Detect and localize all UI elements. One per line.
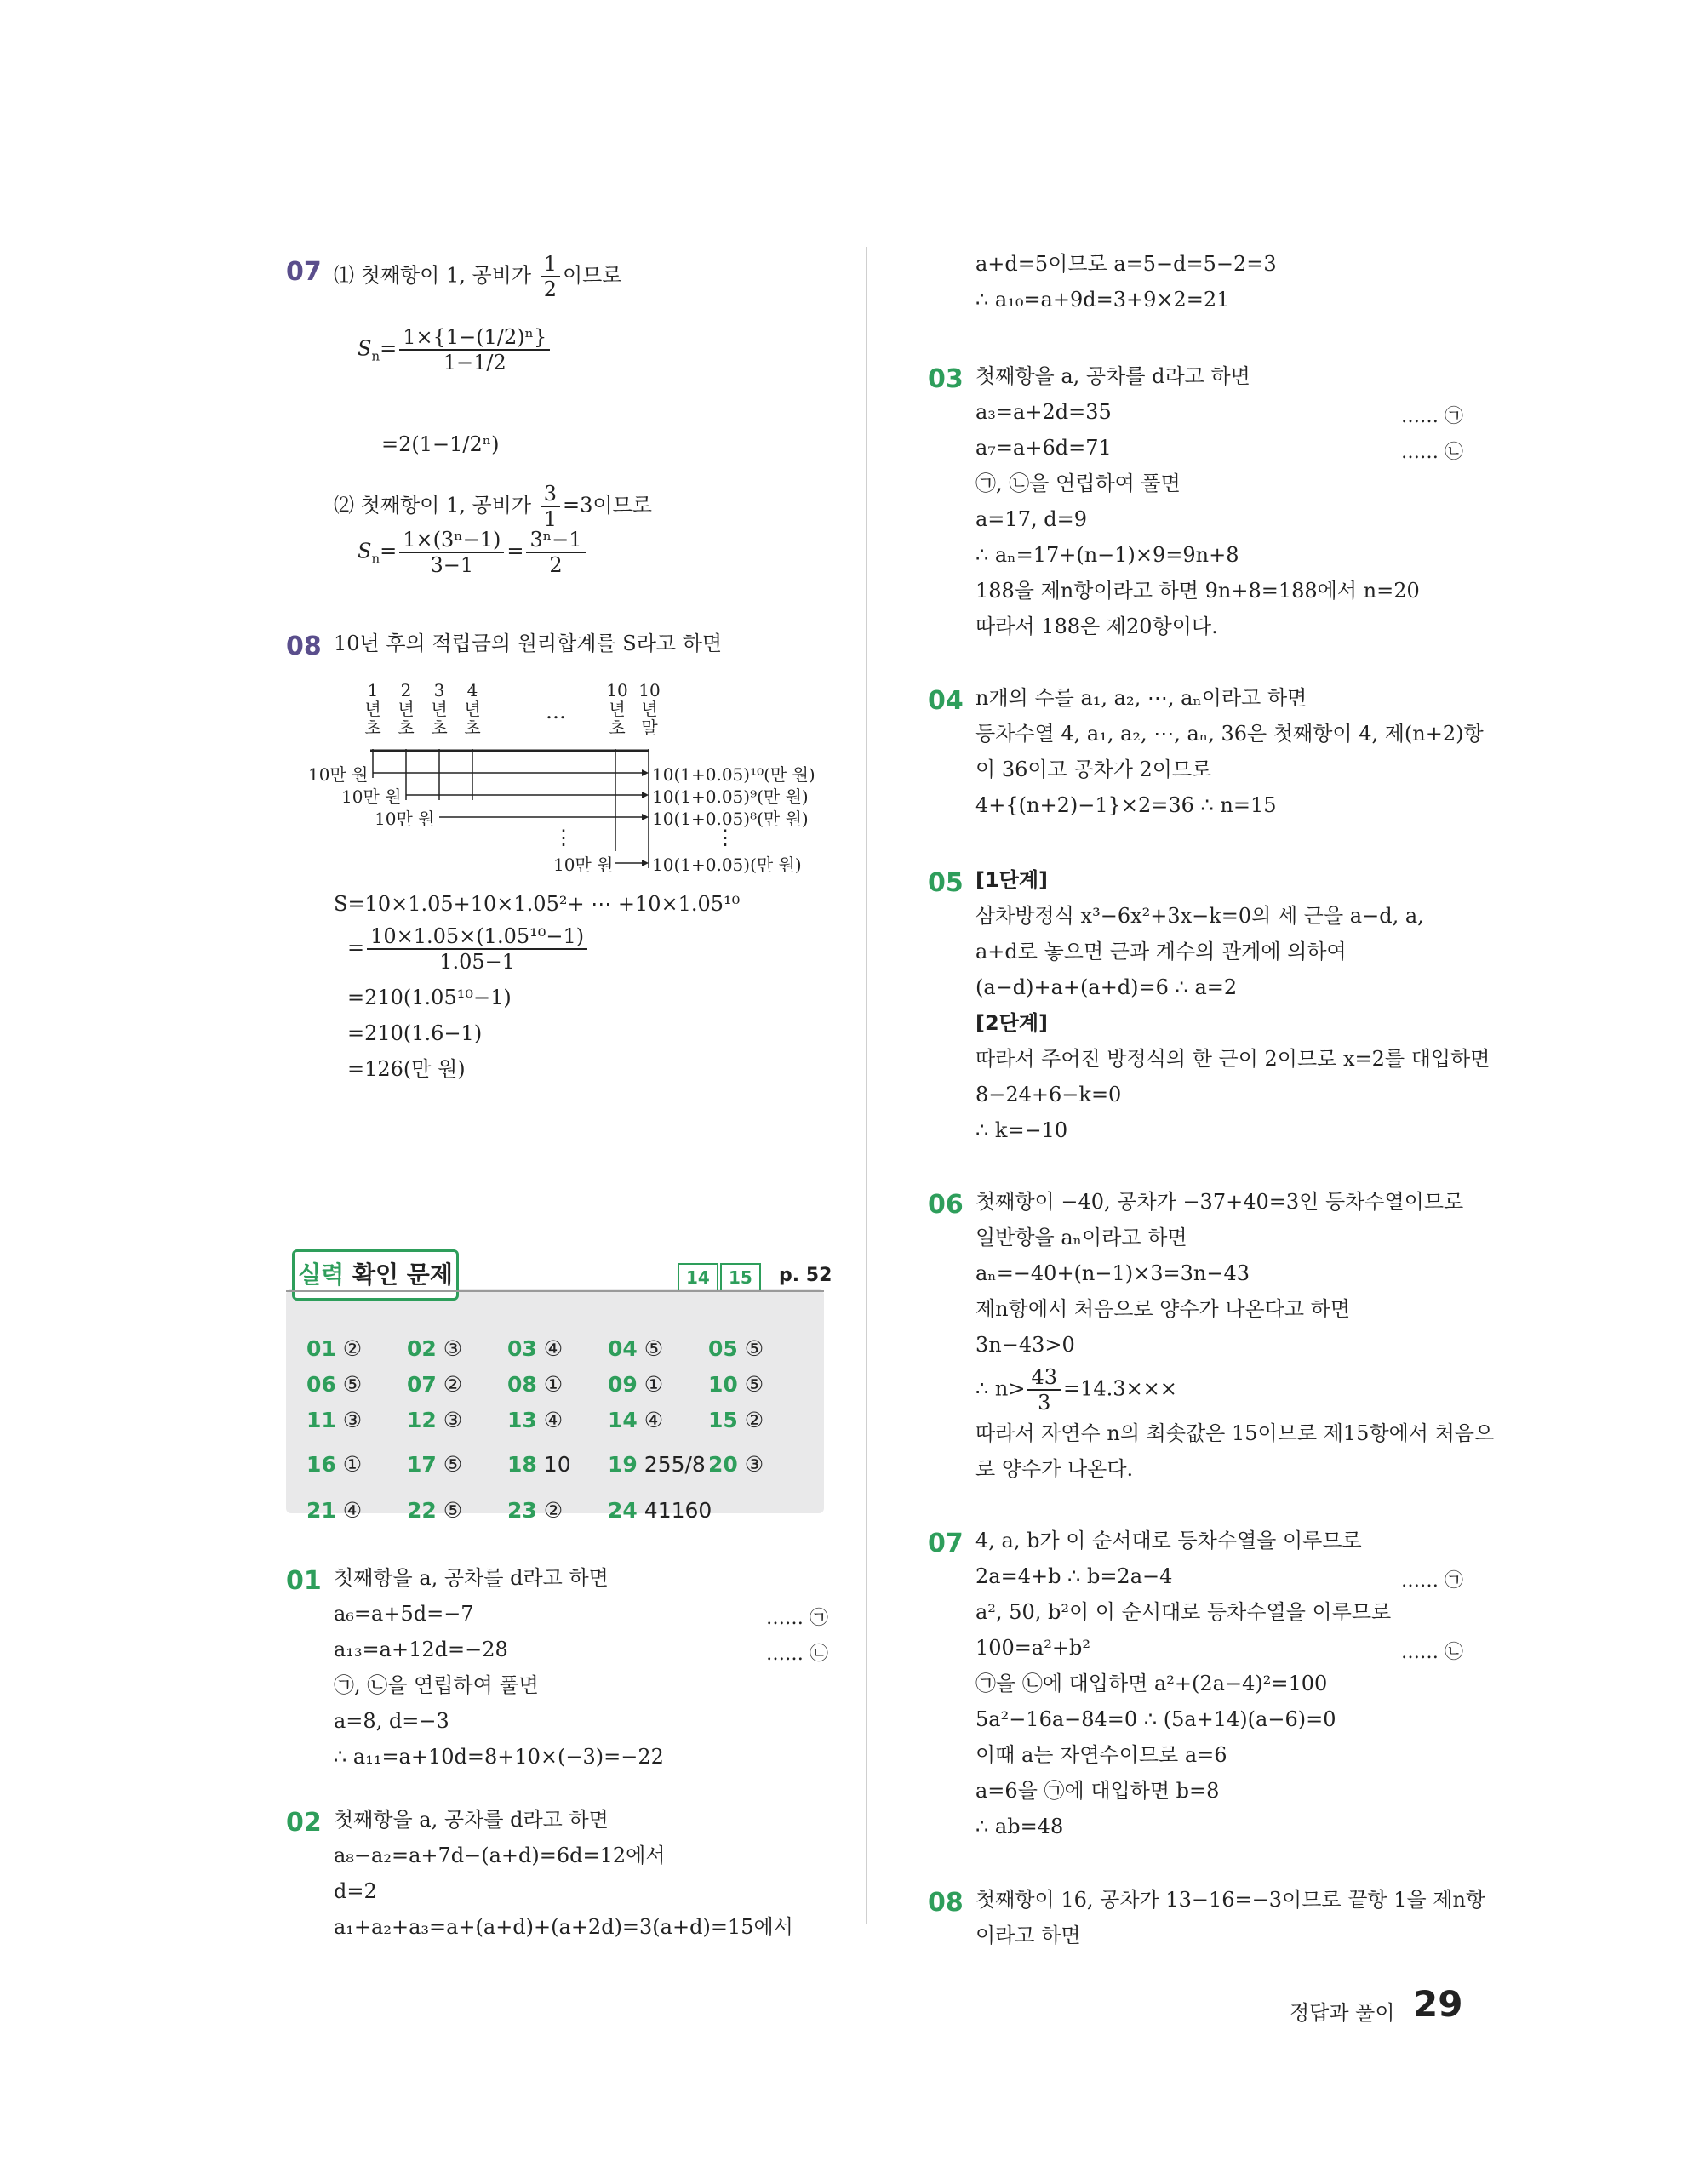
- q06-line: 첫째항이 −40, 공차가 −37+40=3인 등차수열이므로: [975, 1190, 1464, 1214]
- q04-line: 4+{(n+2)−1}×2=36 ∴ n=15: [975, 793, 1277, 817]
- q05-line: 따라서 주어진 방정식의 한 근이 2이므로 x=2를 대입하면: [975, 1047, 1490, 1071]
- problem-number-04: 04: [928, 686, 964, 716]
- equation-marker: …… ㉠: [1401, 406, 1463, 427]
- deposit-label: 10만 원: [375, 809, 435, 829]
- section-rule: [286, 1290, 824, 1292]
- q01-line: ㉠, ㉡을 연립하여 풀면: [334, 1673, 539, 1697]
- answer-item: 21 ④: [306, 1498, 363, 1523]
- answer-item: 19 255/8: [608, 1452, 706, 1477]
- timeline-label: 2년초: [398, 680, 415, 738]
- p08-eq2: = $\frac{\text{10×1.05×(1.05¹⁰−1)}}{1.05-1}$: [347, 924, 590, 974]
- q01-line: a=8, d=−3: [334, 1709, 449, 1733]
- deposit-label: 10만 원: [308, 764, 369, 785]
- equation-marker: …… ㉠: [1401, 1570, 1463, 1592]
- answer-item: 20 ③: [708, 1452, 764, 1477]
- q02-line: d=2: [334, 1879, 377, 1903]
- q08-line: 이라고 하면: [975, 1924, 1081, 1947]
- q05-line: ∴ k=−10: [975, 1118, 1068, 1142]
- q03-line: a₃=a+2d=35: [975, 400, 1112, 424]
- q06-line: 일반항을 aₙ이라고 하면: [975, 1226, 1187, 1249]
- q07-line: a=6을 ㉠에 대입하면 b=8: [975, 1779, 1220, 1803]
- lesson-badge: 15: [720, 1263, 761, 1292]
- q07-line: 5a²−16a−84=0 ∴ (5a+14)(a−6)=0: [975, 1707, 1336, 1731]
- q05-step-label: [1단계]: [975, 868, 1049, 892]
- timeline-dots: …: [546, 700, 566, 723]
- q02-continued: ∴ a₁₀=a+9d=3+9×2=21: [975, 288, 1230, 312]
- page-reference: p. 52: [779, 1265, 832, 1286]
- answer-item: 15 ②: [708, 1408, 764, 1432]
- future-value: 10(1+0.05)¹⁰(만 원): [652, 764, 815, 785]
- q07-line: ㉠을 ㉡에 대입하면 a²+(2a−4)²=100: [975, 1672, 1328, 1695]
- q05-line: a+d로 놓으면 근과 계수의 관계에 의하여: [975, 940, 1347, 963]
- timeline-label: 4년초: [464, 680, 481, 738]
- q01-line: ∴ a₁₁=a+10d=8+10×(−3)=−22: [334, 1745, 664, 1769]
- q05-line: 8−24+6−k=0: [975, 1083, 1122, 1106]
- answer-item: 13 ④: [507, 1408, 564, 1432]
- q01-line: a₆=a+5d=−7: [334, 1602, 474, 1626]
- q07-line: a², 50, b²이 이 순서대로 등차수열을 이루므로: [975, 1600, 1392, 1624]
- q06-line: 따라서 자연수 n의 최솟값은 15이므로 제15항에서 처음으: [975, 1421, 1495, 1445]
- equation-marker: …… ㉡: [1401, 1642, 1463, 1663]
- deposit-label: 10만 원: [553, 855, 614, 875]
- page-number: 29: [1413, 1983, 1463, 2025]
- q07-line: 100=a²+b²: [975, 1636, 1090, 1660]
- q05-line: 삼차방정식 x³−6x²+3x−k=0의 세 근을 a−d, a,: [975, 904, 1424, 928]
- problem-number-02: 02: [286, 1808, 322, 1838]
- p07-sn-formula2: $S_n=$ $\frac{\text{1×(3ⁿ−1)}}{3-1}$ = $\frac{\text{3ⁿ−1}}{2}$: [358, 528, 588, 577]
- problem-number-03: 03: [928, 364, 964, 394]
- answer-item: 18 10: [507, 1452, 571, 1477]
- vertical-dots: ⋮: [553, 826, 574, 849]
- answer-item: 23 ②: [507, 1498, 564, 1523]
- lesson-badge: 14: [678, 1263, 718, 1292]
- equation-marker: …… ㉡: [1401, 442, 1463, 463]
- q02-continued: a+d=5이므로 a=5−d=5−2=3: [975, 252, 1277, 276]
- q05-line: (a−d)+a+(a+d)=6 ∴ a=2: [975, 975, 1238, 999]
- answer-item: 22 ⑤: [407, 1498, 463, 1523]
- q06-line: 제n항에서 처음으로 양수가 나온다고 하면: [975, 1297, 1351, 1321]
- answer-item: 07 ②: [407, 1372, 463, 1397]
- answer-item: 11 ③: [306, 1408, 363, 1432]
- problem-number-05: 05: [928, 868, 964, 898]
- deposit-label: 10만 원: [341, 786, 402, 807]
- p07-result1: =2(1−1/2ⁿ): [381, 432, 500, 456]
- q06-line: 로 양수가 나온다.: [975, 1457, 1134, 1481]
- p08-eq3: =210(1.05¹⁰−1): [347, 986, 512, 1009]
- q07-line: 2a=4+b ∴ b=2a−4: [975, 1564, 1173, 1588]
- timeline-label: 1년초: [364, 680, 381, 738]
- q03-line: a₇=a+6d=71: [975, 436, 1112, 460]
- answer-item: 12 ③: [407, 1408, 463, 1432]
- q07-line: 이때 a는 자연수이므로 a=6: [975, 1743, 1227, 1767]
- q06-inequality: ∴ n> $\frac{43}{3}$ =14.3×××: [975, 1365, 1177, 1415]
- q04-line: n개의 수를 a₁, a₂, ⋯, aₙ이라고 하면: [975, 686, 1307, 710]
- answer-item: 14 ④: [608, 1408, 664, 1432]
- p08-eq1: S=10×1.05+10×1.05²+ ⋯ +10×1.05¹⁰: [334, 892, 741, 916]
- q04-line: 이 36이고 공차가 2이므로: [975, 758, 1212, 781]
- vertical-dots: ⋮: [715, 826, 735, 849]
- q06-line: aₙ=−40+(n−1)×3=3n−43: [975, 1261, 1250, 1285]
- q03-line: ㉠, ㉡을 연립하여 풀면: [975, 472, 1181, 495]
- problem-number-01: 01: [286, 1566, 322, 1596]
- q08-line: 첫째항이 16, 공차가 13−16=−3이므로 끝항 1을 제n항: [975, 1888, 1486, 1912]
- answer-item: 01 ②: [306, 1336, 363, 1361]
- problem-number-06: 06: [928, 1190, 964, 1220]
- p07-sn-formula: $S_n=$ $\frac{\text{1×\{1−(1/2)ⁿ\}}}{1-1/2}$: [358, 325, 552, 374]
- equation-marker: …… ㉠: [766, 1608, 828, 1629]
- problem-number-07: 07: [286, 257, 322, 287]
- answer-item: 06 ⑤: [306, 1372, 363, 1397]
- q03-line: 따라서 188은 제20항이다.: [975, 615, 1218, 638]
- answer-item: 08 ①: [507, 1372, 564, 1397]
- timeline-label: 10년초: [606, 680, 628, 738]
- answer-item: 24 41160: [608, 1498, 712, 1523]
- answer-item: 03 ④: [507, 1336, 564, 1361]
- q03-line: 첫째항을 a, 공차를 d라고 하면: [975, 364, 1250, 388]
- problem-number-08: 08: [286, 632, 322, 661]
- section-title: 실력 확인 문제: [292, 1249, 459, 1301]
- p08-line1: 10년 후의 적립금의 원리합계를 S라고 하면: [334, 632, 723, 655]
- q07-line: 4, a, b가 이 순서대로 등차수열을 이루므로: [975, 1529, 1362, 1552]
- column-divider: [866, 247, 867, 1924]
- q02-line: a₈−a₂=a+7d−(a+d)=6d=12에서: [334, 1844, 666, 1867]
- footer-label: 정답과 풀이: [1290, 2001, 1395, 2025]
- future-value: 10(1+0.05)⁸(만 원): [652, 809, 809, 829]
- future-value: 10(1+0.05)(만 원): [652, 855, 802, 875]
- q03-line: ∴ aₙ=17+(n−1)×9=9n+8: [975, 543, 1239, 567]
- q01-line: a₁₃=a+12d=−28: [334, 1638, 508, 1661]
- answer-item: 05 ⑤: [708, 1336, 764, 1361]
- equation-marker: …… ㉡: [766, 1644, 828, 1665]
- problem-number-07: 07: [928, 1529, 964, 1558]
- p07-line1: ⑴ 첫째항이 1, 공비가 $\frac{1}{2}$ 이므로: [334, 252, 622, 301]
- answer-item: 02 ③: [407, 1336, 463, 1361]
- q07-line: ∴ ab=48: [975, 1815, 1064, 1838]
- q04-line: 등차수열 4, a₁, a₂, ⋯, aₙ, 36은 첫째항이 4, 제(n+2)항: [975, 722, 1484, 746]
- q02-line: 첫째항을 a, 공차를 d라고 하면: [334, 1808, 609, 1832]
- answer-item: 16 ①: [306, 1452, 363, 1477]
- q05-step-label: [2단계]: [975, 1011, 1049, 1035]
- answer-summary-box: [286, 1289, 824, 1513]
- p07-line2: ⑵ 첫째항이 1, 공비가 $\frac{3}{1}$ =3이므로: [334, 482, 652, 531]
- p08-eq4: =210(1.6−1): [347, 1021, 483, 1045]
- future-value: 10(1+0.05)⁹(만 원): [652, 786, 809, 807]
- problem-number-08: 08: [928, 1888, 964, 1918]
- answer-item: 17 ⑤: [407, 1452, 463, 1477]
- q03-line: a=17, d=9: [975, 507, 1087, 531]
- q03-line: 188을 제n항이라고 하면 9n+8=188에서 n=20: [975, 579, 1420, 603]
- p08-eq5: =126(만 원): [347, 1057, 466, 1081]
- answer-item: 04 ⑤: [608, 1336, 664, 1361]
- timeline-label: 10년말: [638, 680, 661, 738]
- q01-line: 첫째항을 a, 공차를 d라고 하면: [334, 1566, 609, 1590]
- q02-line: a₁+a₂+a₃=a+(a+d)+(a+2d)=3(a+d)=15에서: [334, 1915, 793, 1939]
- answer-item: 09 ①: [608, 1372, 664, 1397]
- q06-line: 3n−43>0: [975, 1333, 1075, 1357]
- timeline-label: 3년초: [431, 680, 448, 738]
- answer-item: 10 ⑤: [708, 1372, 764, 1397]
